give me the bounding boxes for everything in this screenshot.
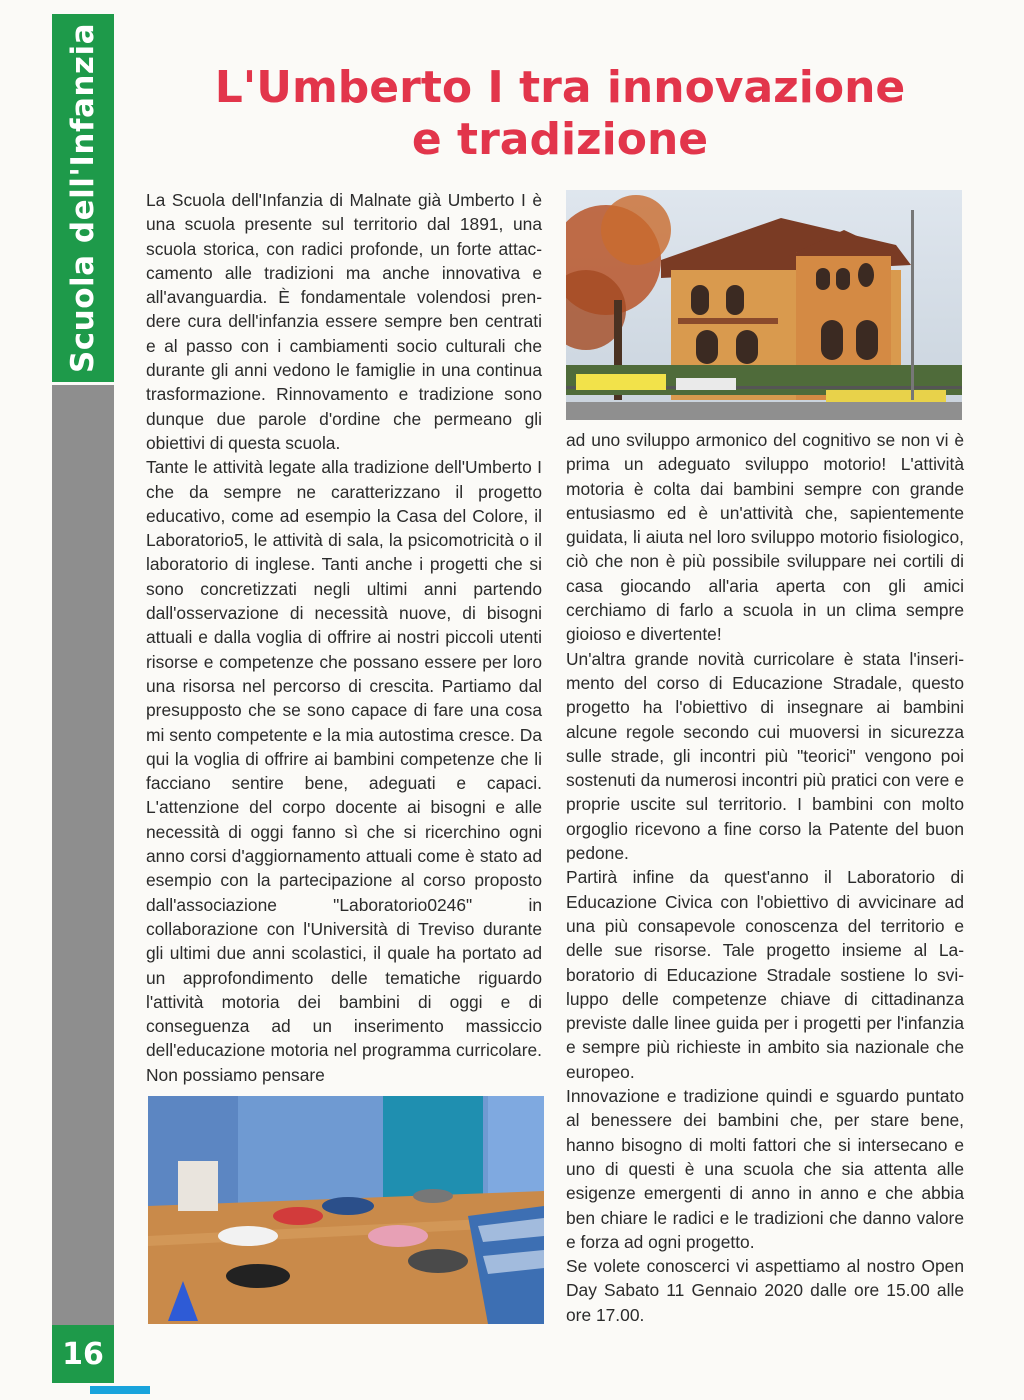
left-column (146, 188, 542, 1087)
page-number: 16 (52, 1325, 114, 1383)
article-title (140, 62, 980, 166)
section-tab (52, 14, 114, 382)
paragraph: Tante le attività legate alla tradizione dell'Umberto I che da sempre ne caratterizzano il progetto educativo, come ad esempio la Casa del Colore, il Laboratorio5, le attività di sala, la psicomotricità o il laboratorio di inglese. Tanti anche i progetti che si sono concretizzati negli ultimi anni partendo dall'osservazione di necessità nuove, di bisogni attuali e dalla voglia di offrire ai nostri piccoli utenti risorse e competenze che possano essere per loro una risorsa nel percorso di crescita. Partiamo dal presupposto che se sono capace di fare una cosa mi sento competente e la mia autostima cresce. Da qui la voglia di offrire ai bambini competenze che li facciano sentire bene, adeguati e capaci. L'attenzione del corpo docente ai bisogni e alle necessità di oggi fanno sì che si ricerchino ogni anno corsi d'aggiornamento attuali come è stato ad esempio con la partecipazione al corso proposto dall'associazione "Laboratorio0246" in collaborazione con l'Università di Treviso durante gli ultimi due anni scolastici, il quale ha portato ad un approfondimento delle tematiche riguardo l'attività motoria dei bambini di oggi e di conseguenza ad un inserimento massiccio dell'educazione motoria nel programma curricolare. Non possiamo pensare (146, 457, 542, 1085)
sidebar-blue-accent (90, 1386, 150, 1394)
paragraph: Partirà infine da quest'anno il Laboratorio di Educazione Civica con l'obiettivo di avvicinare ad una più consapevole conoscenza del territorio e delle sue risorse. Tale progetto insieme al Laboratorio di Educazione Stradale sostiene lo sviluppo delle competenze chiave di cittadinanza previste dalle linee guida per i progetti per l'infanzia e sempre più richieste in ambito sia nazionale che europeo. (566, 867, 964, 1082)
paragraph: Se volete conoscerci vi aspettiamo al nostro Open Day Sabato 11 Gennaio 2020 dalle ore 15.00 alle ore 17.00. (566, 1256, 964, 1325)
title-line-1: L'Umberto I tra innovazione (214, 62, 906, 113)
gym-activity-photo (148, 1096, 544, 1324)
paragraph: Innovazione e tradizione quindi e sguardo puntato al benessere dei bambini che, per stare bene, hanno bisogno di molti fattori che si intersecano e uno di questi è una scuola che sia attenta alle esigenze emergenti di anno in anno e che abbia ben chiare le radici e le tradizioni che danno valore e forza ad ogni progetto. (566, 1086, 964, 1252)
paragraph: ad uno sviluppo armonico del cognitivo se non vi è prima un adeguato sviluppo motorio! L'attività motoria è colta dai bambini sempre con grande entusiasmo ed è un'attività che, sapientemente guidata, li aiuta nel loro sviluppo motorio fisiologico, ciò che non è più possibile sviluppare nei cortili di casa giocando all'aria aperta con gli amici cerchiamo di farlo a scuola in un clima sempre gioioso e divertente! (566, 430, 964, 645)
school-building-photo (566, 190, 962, 420)
right-column (566, 428, 964, 1327)
paragraph: La Scuola dell'Infanzia di Malnate già Umberto I è una scuola presente sul territorio dal 1891, una scuola storica, con radici profonde, un forte attaccamento alle tradizioni ma anche innovativa e all'avanguardia. È fondamentale volendosi prendere cura dell'infanzia essere sempre ben centrati e al passo con i cambiamenti socio culturali che durante gli anni vedono le famiglie in una continua trasformazione. Rinnovamento e tradizione sono dunque due parole d'ordine che permeano gli obiettivi di questa scuola. (146, 190, 542, 453)
sidebar-gray-bar (52, 385, 114, 1325)
paragraph: Un'altra grande novità curricolare è stata l'inserimento del corso di Educazione Stradale, questo progetto ha l'obiettivo di insegnare ai bambini alcune regole secondo cui muoversi in sicurezza sulle strade, gli incontri più "teorici" vengono poi sostenuti da numerosi incontri più pratici con vere e proprie uscite sul territorio. I bambini con molto orgoglio ricevono a fine corso la Patente del buon pedone. (566, 648, 964, 864)
section-label: Scuola dell'Infanzia (65, 22, 101, 374)
title-line-2: e tradizione (411, 114, 709, 165)
